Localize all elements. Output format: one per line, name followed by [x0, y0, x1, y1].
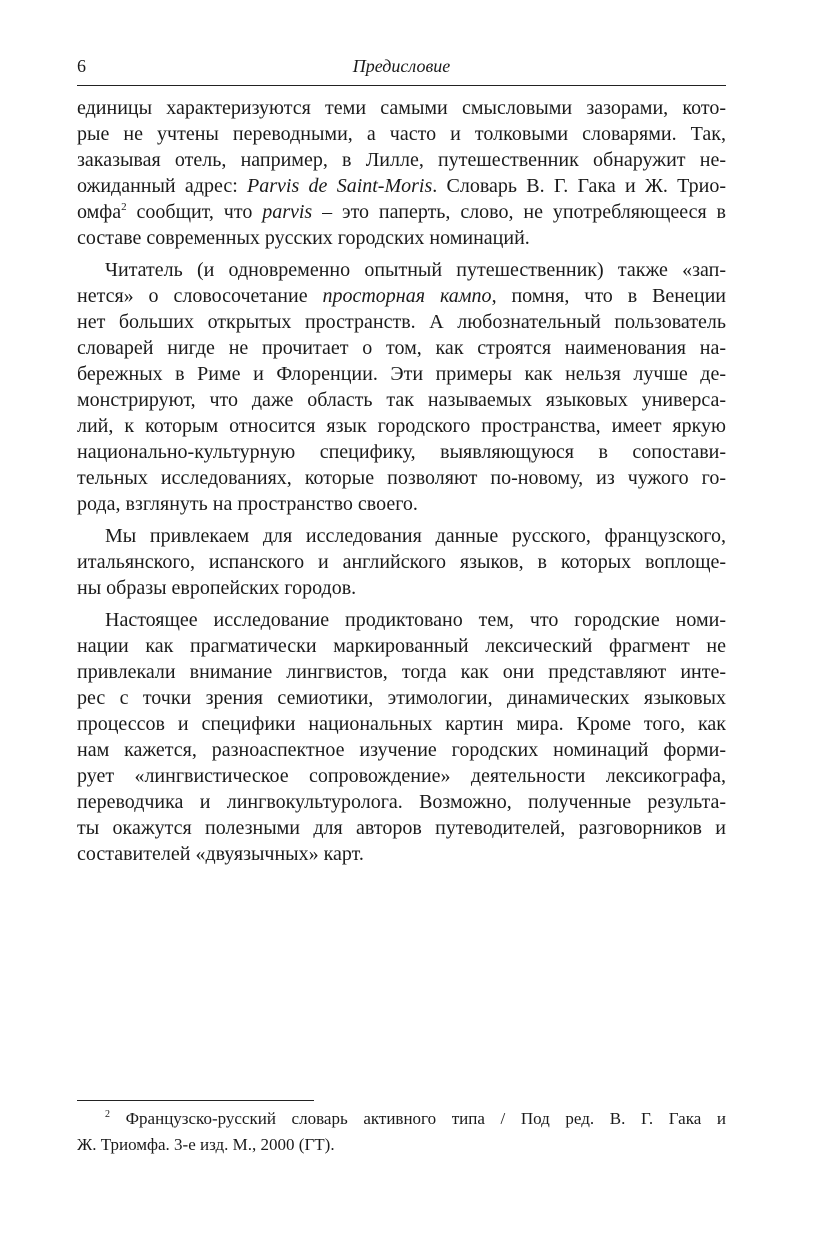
footnote-reference[interactable]: 2 — [121, 201, 127, 213]
page-number: 6 — [77, 56, 86, 76]
header-rule — [77, 85, 726, 86]
footnote-marker: 2 — [105, 1109, 110, 1120]
paragraph-1 — [77, 95, 726, 251]
footnote-line — [77, 1106, 726, 1132]
running-title: Предисловие — [352, 56, 451, 76]
text-line: процессов и специфики национальных картин мира. Кроме того, как — [77, 713, 726, 735]
paragraph-3 — [77, 523, 726, 601]
text-line: бережных в Риме и Флоренции. Эти примеры как нельзя лучше де- — [77, 363, 726, 385]
paragraph-2 — [77, 257, 726, 517]
footnote-line: Ж. Триомфа. 3-е изд. М., 2000 (ГТ). — [77, 1135, 335, 1154]
text-line — [77, 199, 726, 225]
text-line: составе современных русских городских номинаций. — [77, 227, 530, 249]
text-line: Настоящее исследование продиктовано тем, что городские номи- — [105, 609, 726, 631]
text-line: национально-культурную специфику, выявляющуюся в сопостави- — [77, 441, 726, 463]
text-run: . Словарь В. Г. Гака и Ж. Трио- — [432, 175, 726, 197]
text-run: сообщит, что — [126, 201, 263, 223]
text-line: нам кажется, разноаспектное изучение городских номинаций форми- — [77, 739, 726, 761]
text-line: Мы привлекаем для исследования данные русского, французского, — [105, 525, 726, 547]
text-line: рые не учтены переводными, а часто и толковыми словарями. Так, — [77, 123, 726, 145]
text-line: переводчика и лингвокультуролога. Возможно, полученные результа- — [77, 791, 726, 813]
text-line: тельных исследованиях, которые позволяют по-новому, из чужого го- — [77, 467, 726, 489]
text-run: , помня, что в Венеции — [491, 285, 726, 307]
text-line: нации как прагматически маркированный лексический фрагмент не — [77, 635, 726, 657]
paragraph-4 — [77, 607, 726, 867]
footnote-rule — [77, 1100, 314, 1101]
page-header — [77, 54, 726, 78]
text-line: нет больших открытых пространств. А любознательный пользователь — [77, 311, 726, 333]
main-text — [77, 95, 726, 873]
text-line: единицы характеризуются теми самыми смысловыми зазорами, кото- — [77, 97, 726, 119]
foreign-term: parvis — [262, 201, 313, 223]
text-run: Французско-русский словарь активного типа / Под ред. В. Г. Гака и — [110, 1109, 726, 1128]
footnote — [77, 1106, 726, 1158]
text-line: составителей «двуязычных» карт. — [77, 843, 364, 865]
foreign-term: Parvis de Saint-Moris — [247, 175, 433, 197]
text-line — [77, 173, 726, 199]
foreign-term: просторная кампо — [322, 285, 492, 307]
text-line: рует «лингвистическое сопровождение» деятельности лексикографа, — [77, 765, 726, 787]
text-line — [77, 283, 726, 309]
text-line: заказывая отель, например, в Лилле, путешественник обнаружит не- — [77, 149, 726, 171]
text-run: – это паперть, слово, не употребляющееся в — [312, 201, 726, 223]
text-line: ны образы европейских городов. — [77, 577, 357, 599]
text-line: словарей нигде не прочитает о том, как строятся наименования на- — [77, 337, 726, 359]
text-line: рес с точки зрения семиотики, этимологии, динамических языковых — [77, 687, 726, 709]
text-run: нется» о словосочетание — [77, 285, 323, 307]
text-line: лий, к которым относится язык городского пространства, имеет яркую — [77, 415, 726, 437]
text-line: ты окажутся полезными для авторов путеводителей, разговорников и — [77, 817, 726, 839]
text-line: итальянского, испанского и английского языков, в которых воплоще- — [77, 551, 726, 573]
text-line: монстрируют, что даже область так называемых языковых универса- — [77, 389, 726, 411]
text-line: рода, взглянуть на пространство своего. — [77, 493, 418, 515]
text-line: Читатель (и одновременно опытный путешественник) также «зап- — [105, 259, 726, 281]
text-run: ожиданный адрес: — [77, 175, 248, 197]
text-run: омфа — [77, 201, 122, 223]
text-line: привлекали внимание лингвистов, тогда как они представляют инте- — [77, 661, 726, 683]
